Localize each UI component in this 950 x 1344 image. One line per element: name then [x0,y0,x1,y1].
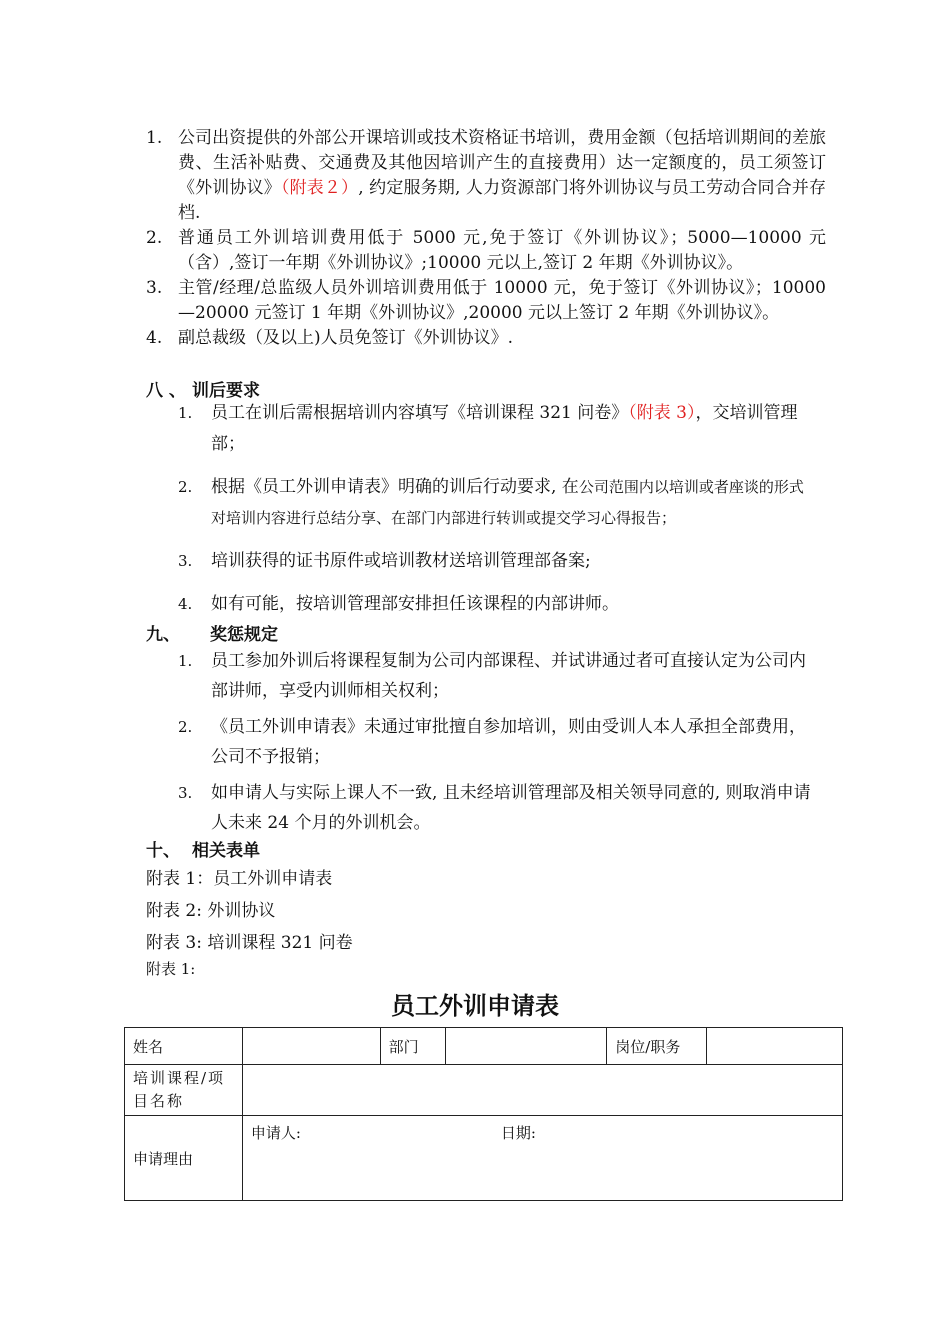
name-label: 姓名 [125,1028,243,1065]
list-item [178,589,812,620]
item-text: 如有可能，按培训管理部安排担任该课程的内部讲师。 [211,594,619,614]
item-text [178,126,826,226]
list-item [146,126,826,226]
table-row [125,1116,843,1201]
list-item [178,398,812,460]
attachment-ref: （附表 3） [628,403,696,423]
item-number: 3. [146,278,163,298]
section9-heading [146,620,278,645]
list-item [178,472,812,534]
item-text-part: 公司出资提供的外部公开课培训或技术资格证书培训，费用金额（包括培训期间的差旅费、生活补贴费、交通费及其他因培训产生的直接费用）达一定额度的，员工须签订《外训协议》 [178,128,826,198]
item-text: 《员工外训申请表》未通过审批擅自参加培训，则由受训人本人承担全部费用，公司不予报销； [211,717,806,767]
section-number: 九、 [146,625,180,645]
attachment-line: 附表 3: 培训课程 321 问卷 [146,933,353,953]
applicant-label: 申请人: [250,1124,301,1142]
item-text-part: ，交培训管理部； [211,403,798,454]
position-label: 岗位/职务 [607,1028,707,1065]
application-form-table [124,1027,843,1201]
table-row [125,1065,843,1116]
item-number: 4. [178,595,193,613]
table-row [125,1028,843,1065]
course-label: 培训课程/项目名称 [125,1065,243,1116]
section9-list [178,646,812,844]
item-number: 1. [146,128,163,148]
item-number: 3. [178,784,193,802]
item-text-part: , 约定服务期, 人力资源部门将外训协议与员工劳动合同合并存档. [178,178,827,223]
item-number: 2. [146,228,163,248]
list-item [178,778,812,838]
section8-list [178,398,812,632]
item-text [211,472,812,534]
section-title: 训后要求 [192,381,260,401]
section-title: 相关表单 [192,841,260,861]
list-item [178,712,812,772]
item-text: 培训获得的证书原件或培训教材送培训管理部备案; [211,551,591,571]
attachment-ref: （附表２） [280,178,359,198]
item-number: 2. [178,478,193,496]
reason-field[interactable] [242,1116,842,1201]
dept-field[interactable] [445,1028,607,1065]
item-number: 4. [146,328,163,348]
item-text: 普通员工外训培训费用低于 5000 元,免于签订《外训协议》；5000—10000 元（含）,签订一年期《外训协议》;10000 元以上,签订 2 年期《外训协议》。 [178,228,826,273]
item-number: 1. [178,404,193,422]
list-item [146,326,826,351]
item-text: 主管/经理/总监级人员外训培训费用低于 10000 元，免于签订《外训协议》；10000—20000 元签订 1 年期《外训协议》,20000 元以上签订 2 年期《外训协议》。 [178,278,826,323]
course-field[interactable] [242,1065,842,1116]
list-item [178,646,812,706]
attachment-label: 附表 1: [146,960,196,978]
dept-label: 部门 [380,1028,445,1065]
attachment-line: 附表 2: 外训协议 [146,901,276,921]
item-text: 员工参加外训后将课程复制为公司内部课程、并试讲通过者可直接认定为公司内部讲师，享受内训师相关权利； [211,651,806,701]
section7-list [146,126,826,351]
section-title: 奖惩规定 [210,625,278,645]
item-text: 副总裁级（及以上)人员免签订《外训协议》. [178,328,514,348]
item-number: 3. [178,552,193,570]
item-text: 如申请人与实际上课人不一致, 且未经培训管理部及相关领导同意的, 则取消申请人未来 24 个月的外训机会。 [211,783,811,833]
name-field[interactable] [242,1028,380,1065]
item-text [211,398,812,460]
list-item [178,546,812,577]
attachment-line: 附表 1：员工外训申请表 [146,869,333,889]
item-text-part: 根据《员工外训申请表》明确的训后行动要求, 在 [211,477,579,497]
list-item [146,226,826,276]
section10-heading [146,836,260,861]
reason-label: 申请理由 [125,1116,243,1201]
form-title: 员工外训申请表 [391,992,559,1020]
position-field[interactable] [707,1028,843,1065]
item-number: 2. [178,718,193,736]
item-text-part: 公司范围内以培训或者座谈的形式对培训内容进行总结分享、在部门内部进行转训或提交学习心得报告； [211,478,804,527]
date-label: 日期: [500,1124,536,1142]
section-number: 八 、 [146,381,186,401]
list-item [146,276,826,326]
item-number: 1. [178,652,193,670]
section-number: 十、 [146,841,180,861]
item-text-part: 员工在训后需根据培训内容填写《培训课程 321 问卷》 [211,403,629,423]
